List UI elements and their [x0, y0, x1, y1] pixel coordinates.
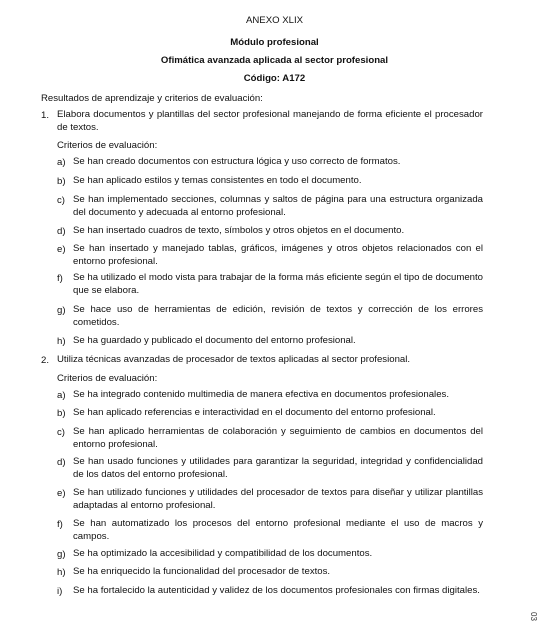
criterion-letter: b) — [57, 176, 66, 187]
criterion-text: Se han insertado cuadros de texto, símbolos y otros objetos en el documento. — [73, 225, 405, 236]
page-side-mark: 03 — [529, 612, 538, 621]
criterion-letter: f) — [57, 273, 63, 284]
result-number: 2. — [41, 355, 50, 366]
annex-heading: ANEXO XLIX — [245, 15, 304, 26]
criterion-letter: e) — [57, 488, 66, 499]
criterion-letter: i) — [57, 586, 63, 597]
criterion-text: Se ha optimizado la accesibilidad y compatibilidad de los documentos. — [73, 548, 373, 559]
criterion-text: Se han aplicado herramientas de colaboración y seguimiento de cambios en documentos del entorno profesional. — [73, 426, 483, 450]
criterion-text: Se ha guardado y publicado el documento del entorno profesional. — [73, 335, 356, 346]
result-number: 1. — [41, 110, 50, 121]
criterion-letter: a) — [57, 157, 66, 168]
criterion-text: Se ha fortalecido la autenticidad y validez de los documentos profesionales con firmas digitales. — [73, 585, 480, 596]
criterion-letter: d) — [57, 226, 66, 237]
criterion-text: Se han utilizado funciones y utilidades del procesador de textos para diseñar y utilizar plantillas adaptadas al entorno profesional. — [73, 487, 483, 511]
criterion-letter: b) — [57, 408, 66, 419]
criterion-letter: h) — [57, 567, 66, 578]
criterion-text: Se han creado documentos con estructura lógica y uso correcto de formatos. — [73, 156, 401, 167]
criterion-letter: d) — [57, 457, 66, 468]
module-heading: Módulo profesional — [230, 37, 319, 48]
criterion-letter: g) — [57, 549, 66, 560]
criterion-text: Se han automatizado los procesos del entorno profesional mediante el uso de macros y campos. — [73, 518, 483, 542]
criterion-text: Se han aplicado estilos y temas consistentes en todo el documento. — [73, 175, 362, 186]
criterion-letter: c) — [57, 427, 65, 438]
criterion-letter: e) — [57, 244, 66, 255]
criterion-letter: h) — [57, 336, 66, 347]
module-code: Código: A172 — [243, 73, 306, 84]
criteria-heading: Criterios de evaluación: — [57, 140, 158, 151]
criterion-text: Se han aplicado referencias e interactividad en el documento del entorno profesional. — [73, 407, 436, 418]
intro-text: Resultados de aprendizaje y criterios de evaluación: — [41, 93, 263, 104]
criterion-text: Se hace uso de herramientas de edición, revisión de textos y corrección de los errores cometidos. — [73, 304, 483, 328]
criterion-letter: a) — [57, 390, 66, 401]
criteria-heading: Criterios de evaluación: — [57, 373, 158, 384]
criterion-text: Se ha utilizado el modo vista para trabajar de la forma más eficiente según el tipo de documento que se elabora. — [73, 272, 483, 296]
result-text: Elabora documentos y plantillas del sector profesional manejando de forma eficiente el procesador de textos. — [57, 109, 483, 133]
criterion-letter: c) — [57, 195, 65, 206]
criterion-letter: f) — [57, 519, 63, 530]
criterion-text: Se han usado funciones y utilidades para garantizar la seguridad, integridad y confidencialidad de los datos del entorno profesional. — [73, 456, 483, 480]
result-text: Utiliza técnicas avanzadas de procesador de textos aplicadas al sector profesional. — [57, 354, 411, 365]
criterion-letter: g) — [57, 305, 66, 316]
criterion-text: Se han insertado y manejado tablas, gráficos, imágenes y otros objetos relacionados con el entorno profesional. — [73, 243, 483, 267]
module-title: Ofimática avanzada aplicada al sector profesional — [160, 55, 389, 66]
criterion-text: Se han implementado secciones, columnas y saltos de página para una estructura organizada del documento y adecuada al entorno profesional. — [73, 194, 483, 218]
criterion-text: Se ha integrado contenido multimedia de manera efectiva en documentos profesionales. — [73, 389, 449, 400]
criterion-text: Se ha enriquecido la funcionalidad del procesador de textos. — [73, 566, 331, 577]
